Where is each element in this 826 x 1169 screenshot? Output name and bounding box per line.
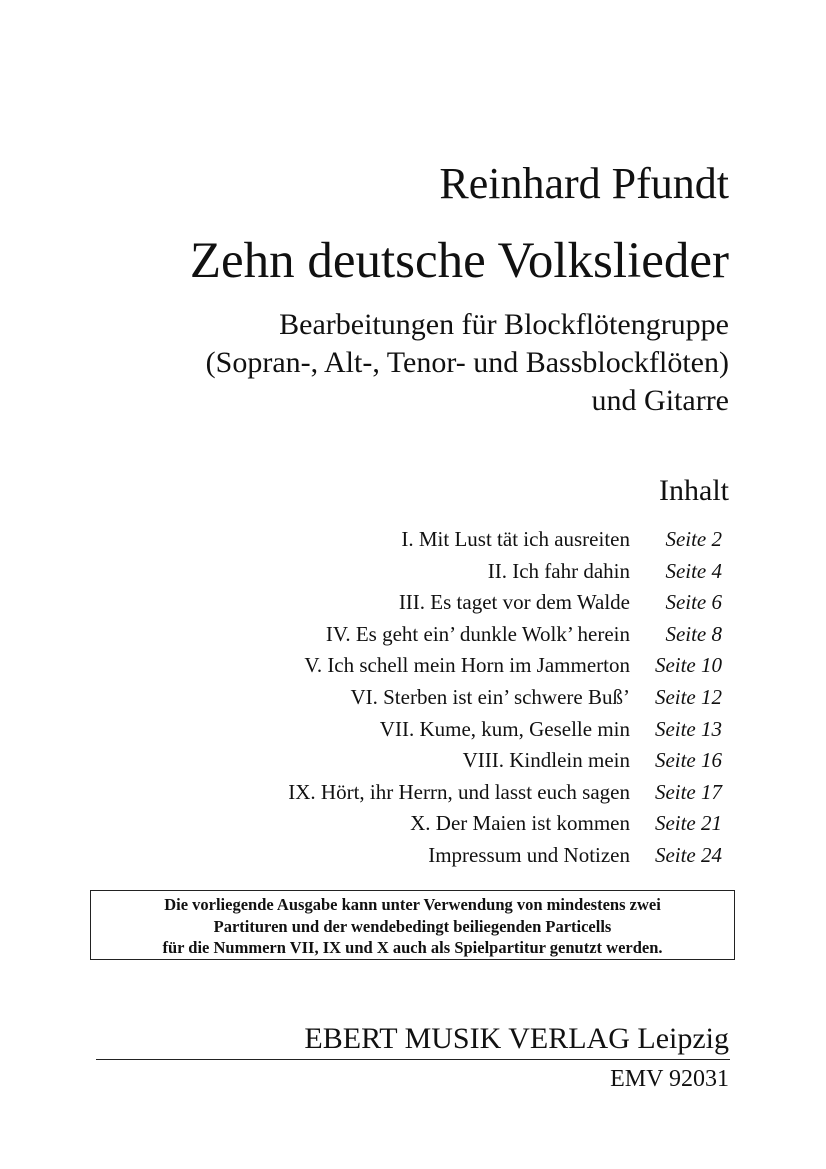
- toc-entry-page: Seite 12: [654, 684, 722, 709]
- table-of-contents: [162, 524, 722, 872]
- notice-line-1: Die vorliegende Ausgabe kann unter Verwendung von mindestens zwei: [164, 895, 661, 914]
- toc-entry: [162, 777, 722, 809]
- toc-entry: [162, 682, 722, 714]
- work-title: Zehn deutsche Volkslieder: [189, 233, 729, 289]
- toc-entry: [162, 745, 722, 777]
- contents-heading: Inhalt: [659, 474, 729, 507]
- composer-name: Reinhard Pfundt: [439, 159, 729, 208]
- toc-entry: [162, 587, 722, 619]
- edition-notice-box: [90, 890, 735, 960]
- toc-entry-page: Seite 10: [654, 653, 722, 678]
- toc-entry-title: VII. Kume, kum, Geselle min: [379, 716, 630, 741]
- toc-entry-title: V. Ich schell mein Horn im Jammerton: [304, 653, 630, 678]
- toc-entry-page: Seite 8: [665, 621, 722, 646]
- toc-entry-title: VI. Sterben ist ein’ schwere Buß’: [350, 684, 630, 709]
- toc-entry-title: X. Der Maien ist kommen: [410, 811, 630, 836]
- toc-entry: [162, 840, 722, 872]
- toc-entry: [162, 808, 722, 840]
- toc-entry-title: III. Es taget vor dem Walde: [398, 590, 630, 615]
- toc-entry-page: Seite 6: [665, 590, 722, 615]
- toc-entry-title: Impressum und Notizen: [428, 842, 630, 867]
- toc-entry-title: IX. Hört, ihr Herrn, und lasst euch sagen: [288, 779, 630, 804]
- toc-entry-page: Seite 13: [654, 716, 722, 741]
- toc-entry-page: Seite 17: [654, 779, 722, 804]
- toc-entry-title: II. Ich fahr dahin: [487, 558, 630, 583]
- toc-entry-page: Seite 2: [665, 527, 722, 551]
- toc-entry: [162, 556, 722, 588]
- subtitle: [206, 306, 729, 420]
- toc-entry-title: IV. Es geht ein’ dunkle Wolk’ herein: [325, 621, 630, 646]
- toc-entry-page: Seite 21: [654, 811, 722, 836]
- toc-entry-title: I. Mit Lust tät ich ausreiten: [401, 527, 630, 551]
- toc-entry-page: Seite 4: [665, 558, 722, 583]
- catalog-number: EMV 92031: [610, 1066, 729, 1092]
- publisher-divider: [96, 1059, 730, 1060]
- subtitle-line-1: Bearbeitungen für Blockflötengruppe: [279, 308, 729, 341]
- toc-entry: [162, 619, 722, 651]
- toc-entry: [162, 650, 722, 682]
- toc-entry-page: Seite 24: [654, 842, 722, 867]
- toc-entry-page: Seite 16: [654, 748, 722, 773]
- subtitle-line-2: (Sopran-, Alt-, Tenor- und Bassblockflöten): [205, 346, 729, 379]
- toc-entry: [162, 714, 722, 746]
- toc-entry-title: VIII. Kindlein mein: [462, 748, 630, 773]
- subtitle-line-3: und Gitarre: [591, 384, 729, 417]
- notice-line-2: Partituren und der wendebedingt beiliegenden Particells: [213, 916, 612, 936]
- toc-entry: [162, 524, 722, 556]
- publisher-name: EBERT MUSIK VERLAG Leipzig: [304, 1022, 729, 1055]
- notice-line-3: für die Nummern VII, IX und X auch als Spielpartitur genutzt werden.: [162, 938, 663, 957]
